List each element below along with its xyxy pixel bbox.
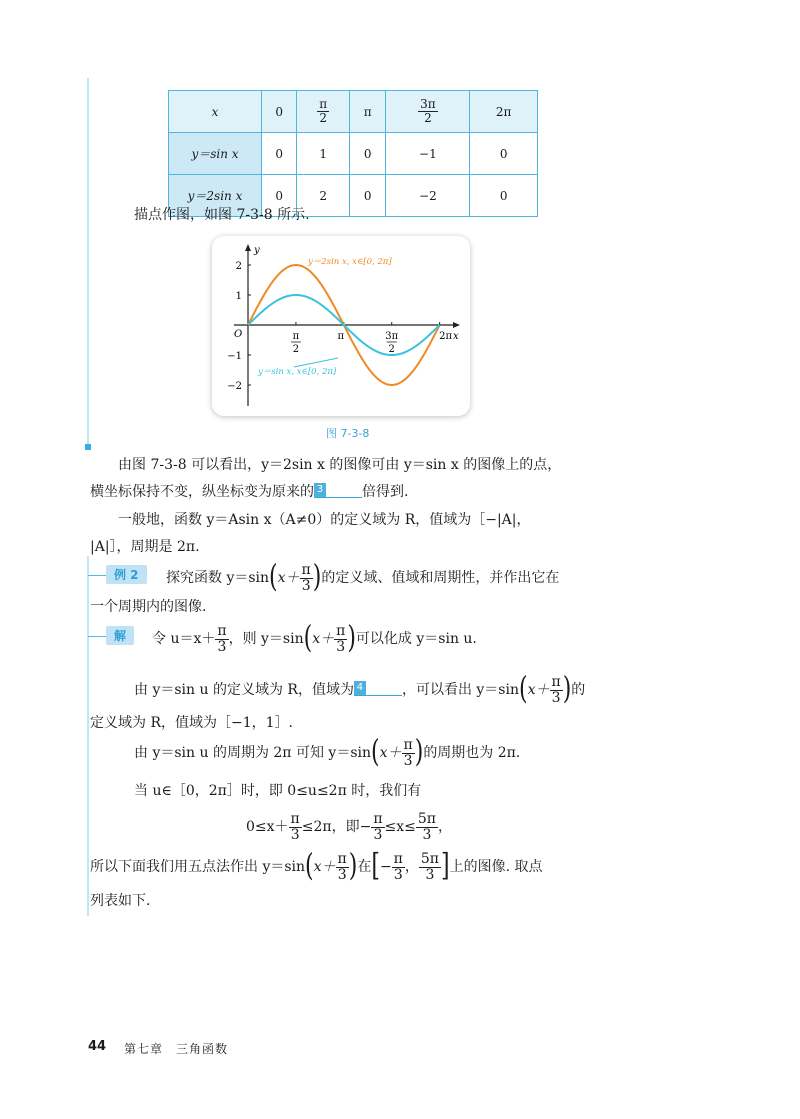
table-cell: 2 xyxy=(297,175,350,217)
table-cell: π xyxy=(350,91,386,133)
solution-line-3: 定义域为 R，值域为［−1，1］. xyxy=(90,715,293,731)
table-row-label: y＝sin x xyxy=(169,133,262,175)
x-axis-label: x xyxy=(453,331,459,342)
table-cell: 0 xyxy=(470,133,538,175)
x-tick-label: 2 xyxy=(292,344,300,355)
y-tick-label: 2 xyxy=(235,261,242,272)
table-row xyxy=(169,133,538,175)
table-cell: −1 xyxy=(386,133,470,175)
table-cell: 0 xyxy=(350,175,386,217)
table-row xyxy=(169,91,538,133)
solution-tag: 解 xyxy=(106,626,134,645)
x-tick-label: 2π xyxy=(439,331,453,342)
y-tick-label: −1 xyxy=(227,351,242,362)
solution-line-4: 由 y＝sin u 的周期为 2π 可知 y＝sin(x＋ $\frac{\pi}{3}$ )的周期也为 2π. xyxy=(134,734,521,770)
value-table xyxy=(168,90,538,217)
answer-blank-4[interactable]: 4 xyxy=(354,681,402,696)
origin-label: O xyxy=(234,329,243,340)
table-row-label: y＝2sin x xyxy=(169,175,262,217)
x-axis-arrow xyxy=(453,322,460,328)
solution-line-2: 由 y＝sin u 的定义域为 R，值域为 4 ，可以看出 y＝sin(x＋ $\frac{\pi}{3}$ )的 xyxy=(134,671,586,707)
chart-axes xyxy=(234,244,460,406)
y-tick-label: −2 xyxy=(227,381,242,392)
table-cell: 0 xyxy=(262,133,297,175)
x-tick-label: π xyxy=(337,331,345,342)
example-line-2: 一个周期内的图像. xyxy=(90,599,207,615)
x-tick-label: 2 xyxy=(388,344,395,355)
figure-card xyxy=(212,236,470,416)
table-cell: 0 xyxy=(262,175,297,217)
table-cell: 1 xyxy=(297,133,350,175)
chart-labels xyxy=(227,245,459,392)
table-cell: −2 xyxy=(386,175,470,217)
figure-caption: 图 7-3-8 xyxy=(326,427,370,440)
table-cell: 0 xyxy=(350,133,386,175)
table-cell: 2π xyxy=(470,91,538,133)
general-line-2: |A|］，周期是 2π. xyxy=(90,539,200,555)
y-axis-label: y xyxy=(254,245,260,256)
observation-line-2: 横坐标保持不变，纵坐标变为原来的 3 倍得到. xyxy=(90,484,409,500)
table-header-x: x xyxy=(169,91,262,133)
margin-rule-bottom xyxy=(87,556,89,916)
table-cell: 0 xyxy=(470,175,538,217)
solution-line-7: 所以下面我们用五点法作出 y＝sin(x＋ $\frac{\pi}{3}$ )在[− $\frac{\pi}{3}$ ， $\frac{5\pi}{3}$ ]上的图像. 取点 xyxy=(90,848,543,884)
y-axis-arrow xyxy=(245,244,251,251)
example-rule xyxy=(88,575,106,576)
sine-chart xyxy=(212,236,470,416)
general-line-1: 一般地，函数 y＝Asin x（A≠0）的定义域为 R，值域为［−|A|， xyxy=(118,512,531,528)
chapter-title: 第七章 三角函数 xyxy=(124,1042,229,1056)
plot-intro-text: 描点作图，如图 7-3-8 所示. xyxy=(134,207,310,223)
legend-2sinx: y＝2sin x, x∈[0, 2π] xyxy=(308,257,392,267)
margin-rule-top xyxy=(87,78,89,446)
legend-sinx-leader xyxy=(294,358,338,367)
solution-line-8: 列表如下. xyxy=(90,893,151,909)
table-cell: $\frac{3\pi}{2}$ xyxy=(386,91,470,133)
table-cell: $\frac{\pi}{2}$ xyxy=(297,91,350,133)
y-tick-label: 1 xyxy=(235,291,242,302)
x-tick-label: π xyxy=(292,331,300,342)
legend-sinx: y＝sin x, x∈[0, 2π] xyxy=(258,367,337,377)
solution-line-1: 令 u＝x＋ $\frac{\pi}{3}$ ，则 y＝sin(x＋ $\frac{\pi}{3}$ )可以化成 y＝sin u. xyxy=(152,620,477,656)
example-tag: 例 2 xyxy=(106,565,147,584)
example-line-1: 探究函数 y＝sin(x＋ $\frac{\pi}{3}$ )的定义域、值域和周期性，并作出它在 xyxy=(166,559,560,595)
solution-inequality: 0≤x＋ $\frac{\pi}{3}$ ≤2π，即− $\frac{\pi}{3}$ ≤x≤ $\frac{5\pi}{3}$ ， xyxy=(246,811,452,843)
solution-line-5: 当 u∈［0，2π］时，即 0≤u≤2π 时，我们有 xyxy=(134,783,422,799)
page-number: 44 xyxy=(88,1039,107,1054)
table-cell: 0 xyxy=(262,91,297,133)
observation-line-1: 由图 7-3-8 可以看出，y＝2sin x 的图像可由 y＝sin x 的图像上的点， xyxy=(118,457,562,473)
margin-marker xyxy=(85,444,91,450)
x-tick-label: 3π xyxy=(385,331,399,342)
answer-blank-3[interactable]: 3 xyxy=(314,483,362,498)
solution-rule xyxy=(88,636,106,637)
